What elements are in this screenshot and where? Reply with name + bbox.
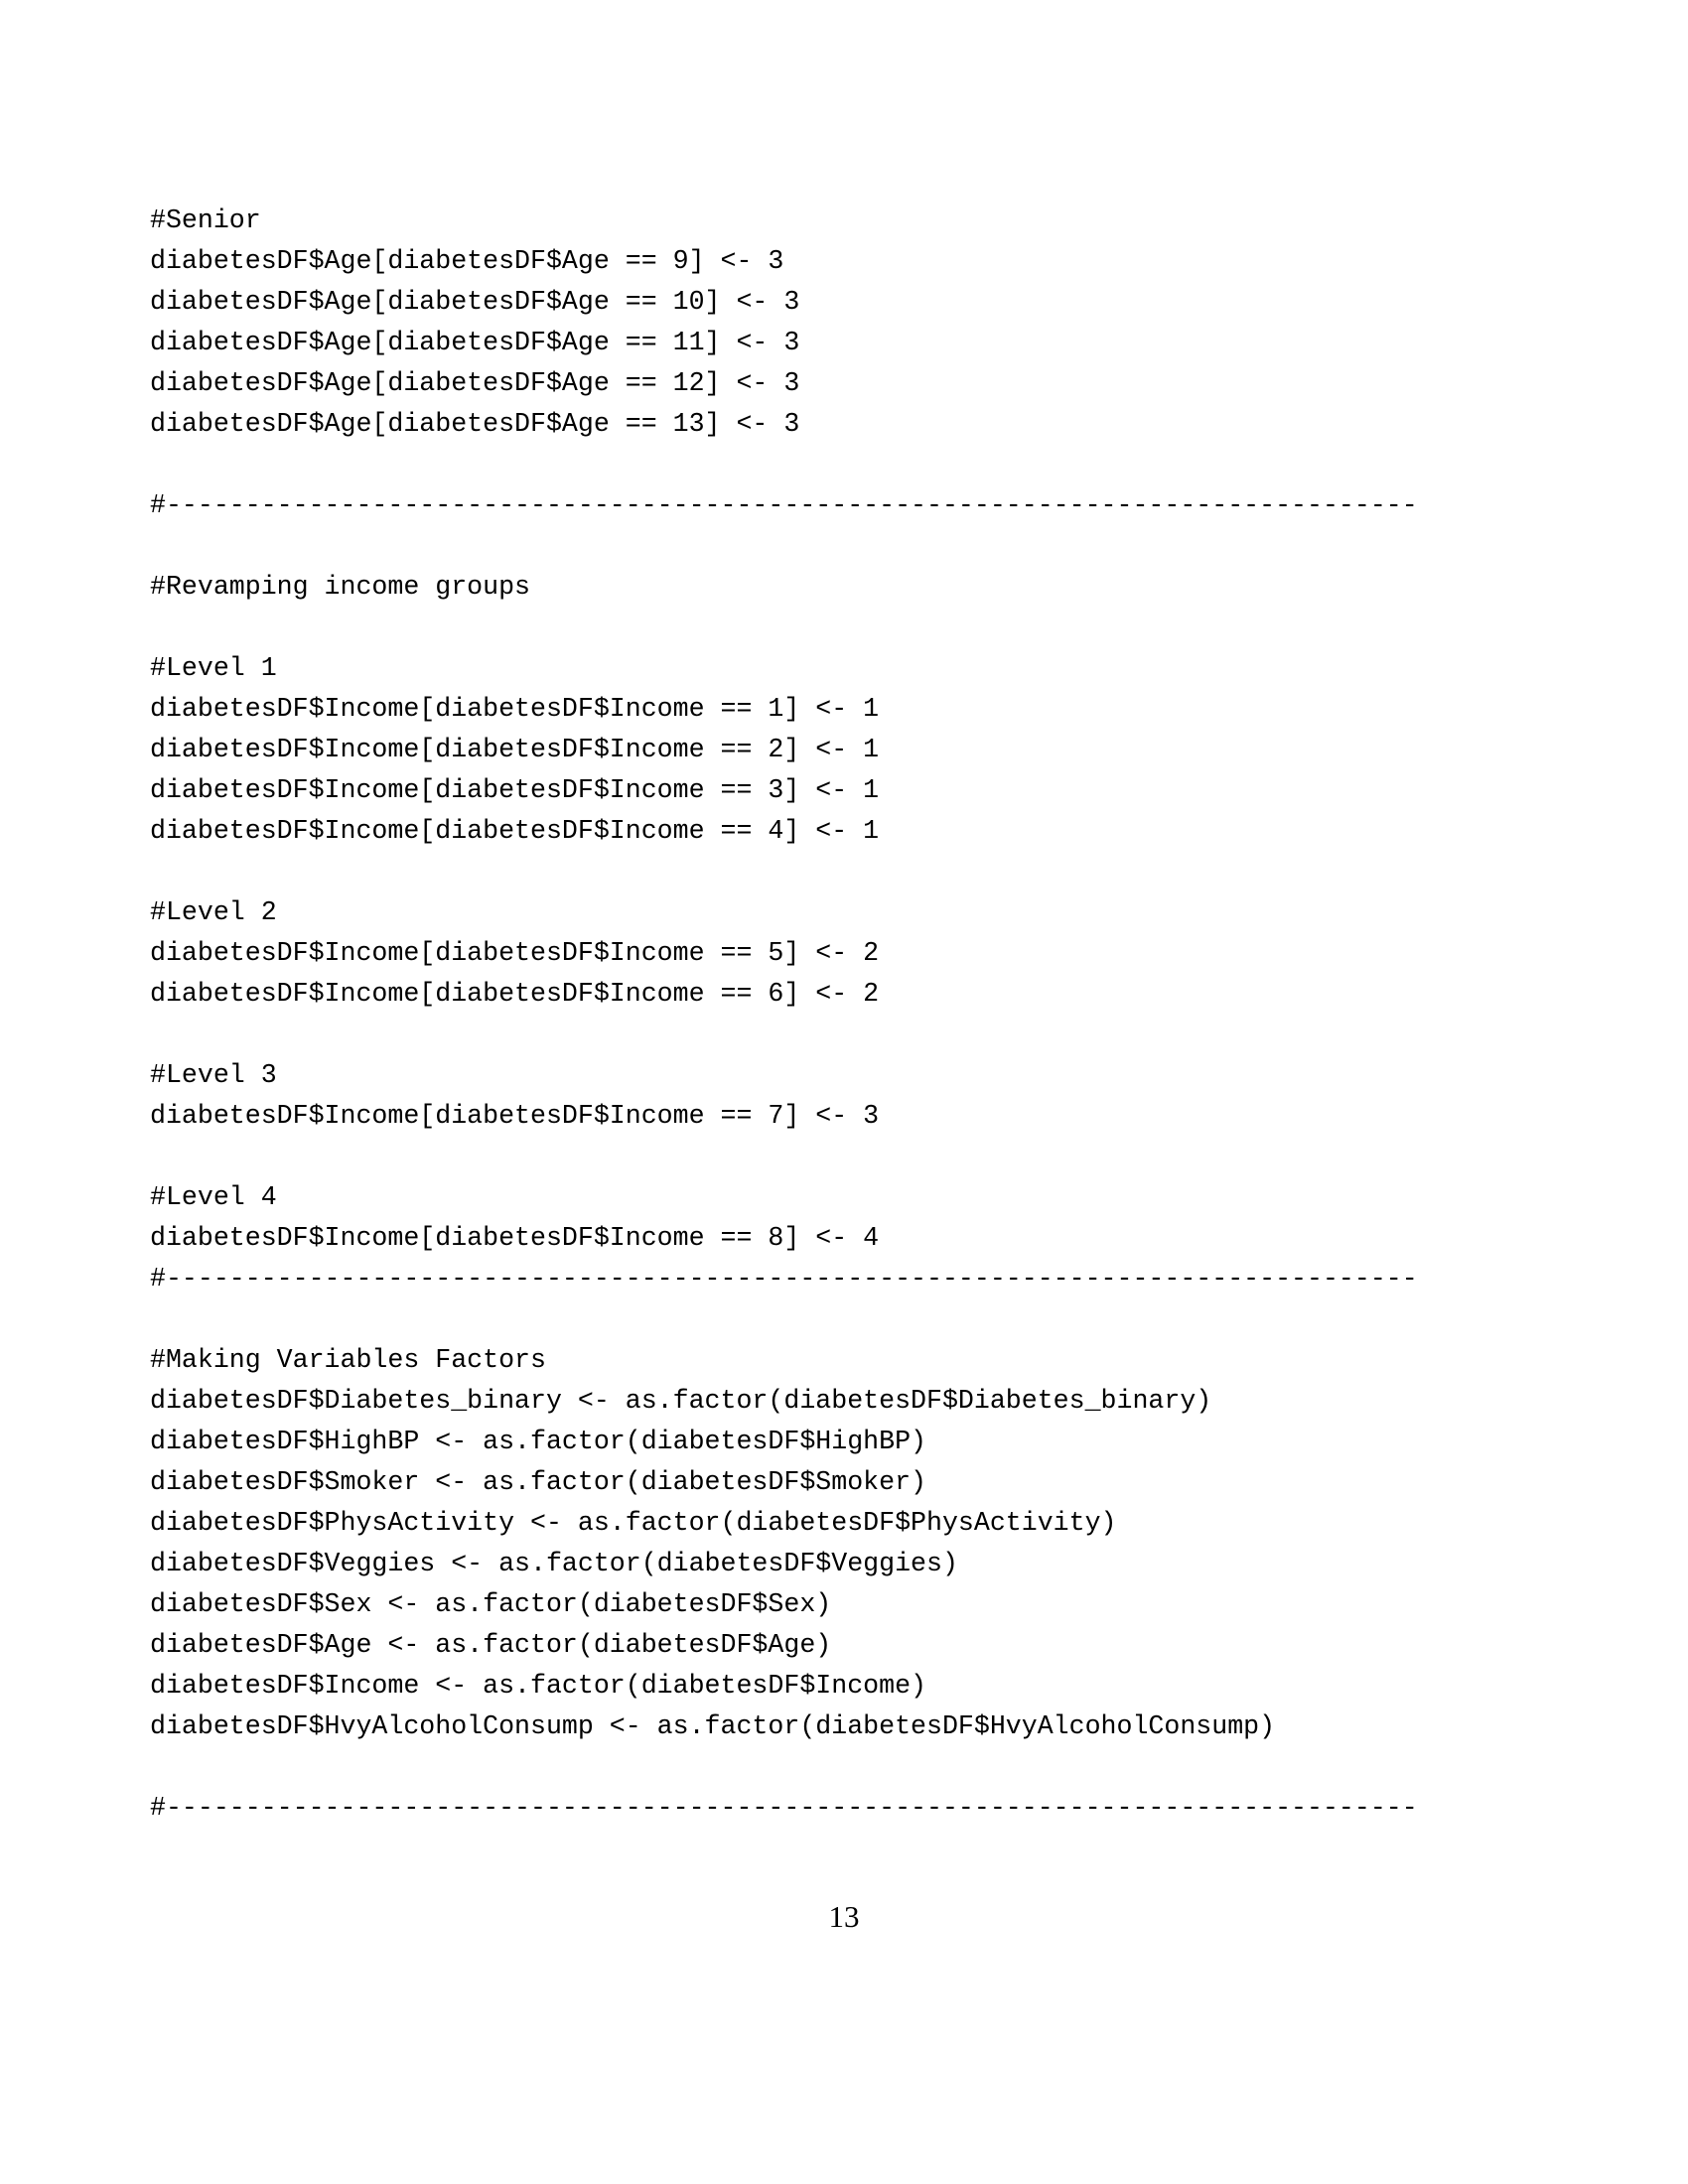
- blank-line: [150, 526, 1418, 567]
- code-line: #Senior: [150, 205, 261, 235]
- code-line: #Level 4: [150, 1182, 277, 1212]
- code-line: diabetesDF$Income <- as.factor(diabetesDF$Income): [150, 1671, 926, 1701]
- code-line: diabetesDF$HighBP <- as.factor(diabetesDF$HighBP): [150, 1427, 926, 1456]
- code-line: diabetesDF$Age <- as.factor(diabetesDF$Age): [150, 1630, 832, 1660]
- blank-line: [150, 852, 1418, 892]
- blank-line: [150, 1137, 1418, 1177]
- code-line: diabetesDF$Sex <- as.factor(diabetesDF$Sex): [150, 1589, 832, 1619]
- blank-line: [150, 1747, 1418, 1788]
- code-line: #Level 3: [150, 1060, 277, 1090]
- code-line: diabetesDF$Veggies <- as.factor(diabetesDF$Veggies): [150, 1549, 958, 1578]
- code-line: diabetesDF$HvyAlcoholConsump <- as.factor(diabetesDF$HvyAlcoholConsump): [150, 1711, 1276, 1741]
- code-line: diabetesDF$Age[diabetesDF$Age == 11] <- 3: [150, 328, 800, 357]
- code-line: #Level 2: [150, 897, 277, 927]
- blank-line: [150, 1015, 1418, 1055]
- code-line: diabetesDF$Income[diabetesDF$Income == 6] <- 2: [150, 979, 880, 1009]
- code-line: #Revamping income groups: [150, 572, 531, 602]
- blank-line: [150, 1299, 1418, 1340]
- code-line: diabetesDF$Age[diabetesDF$Age == 13] <- 3: [150, 409, 800, 439]
- comment-divider-line: #-------------------------------------------------------------------------------: [150, 1793, 1418, 1823]
- code-line: #Making Variables Factors: [150, 1345, 546, 1375]
- code-line: #Level 1: [150, 653, 277, 683]
- code-line: diabetesDF$Income[diabetesDF$Income == 3] <- 1: [150, 775, 880, 805]
- code-line: diabetesDF$Income[diabetesDF$Income == 1] <- 1: [150, 694, 880, 724]
- code-line: diabetesDF$Diabetes_binary <- as.factor(diabetesDF$Diabetes_binary): [150, 1386, 1212, 1416]
- code-line: diabetesDF$Income[diabetesDF$Income == 8] <- 4: [150, 1223, 880, 1253]
- code-line: diabetesDF$PhysActivity <- as.factor(diabetesDF$PhysActivity): [150, 1508, 1117, 1538]
- code-line: diabetesDF$Age[diabetesDF$Age == 12] <- 3: [150, 368, 800, 398]
- page-number: 13: [828, 1899, 860, 1934]
- code-line: diabetesDF$Income[diabetesDF$Income == 2] <- 1: [150, 735, 880, 764]
- comment-divider-line: #-------------------------------------------------------------------------------: [150, 1264, 1418, 1294]
- code-block: [150, 201, 1418, 1829]
- comment-divider-line: #-------------------------------------------------------------------------------: [150, 490, 1418, 520]
- code-line: diabetesDF$Income[diabetesDF$Income == 4] <- 1: [150, 816, 880, 846]
- blank-line: [150, 608, 1418, 648]
- code-line: diabetesDF$Age[diabetesDF$Age == 10] <- 3: [150, 287, 800, 317]
- code-line: diabetesDF$Age[diabetesDF$Age == 9] <- 3: [150, 246, 784, 276]
- code-line: diabetesDF$Income[diabetesDF$Income == 7] <- 3: [150, 1101, 880, 1131]
- code-line: diabetesDF$Income[diabetesDF$Income == 5] <- 2: [150, 938, 880, 968]
- code-line: diabetesDF$Smoker <- as.factor(diabetesDF$Smoker): [150, 1467, 926, 1497]
- blank-line: [150, 445, 1418, 485]
